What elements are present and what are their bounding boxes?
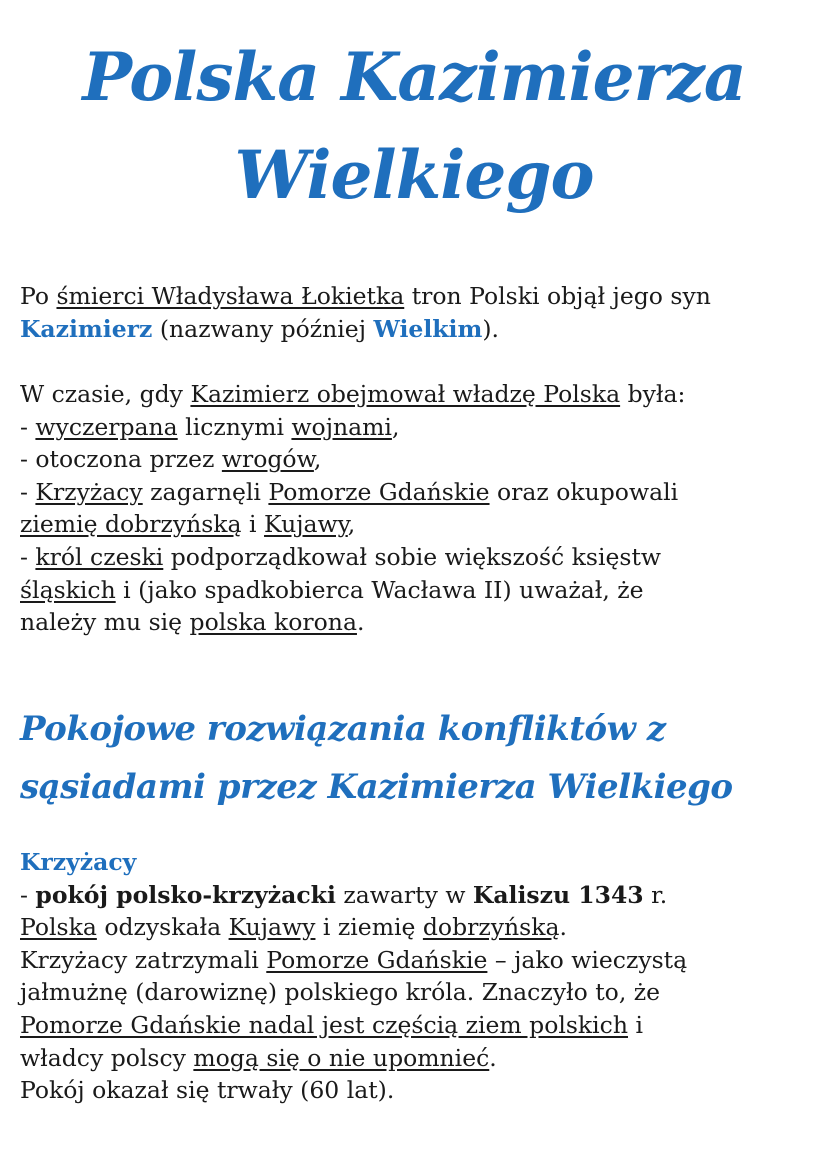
text: , xyxy=(347,510,356,539)
underlined-phrase: wrogów xyxy=(221,445,314,474)
section-heading-line-2: sąsiadami przez Kazimierza Wielkiego xyxy=(20,767,733,807)
text: - xyxy=(20,412,36,441)
section-line-2 xyxy=(20,911,815,944)
state-line-8 xyxy=(20,606,815,639)
text: r. xyxy=(643,880,668,909)
text: - xyxy=(20,477,36,506)
underlined-phrase: wyczerpana xyxy=(35,412,178,441)
text: - otoczona przez xyxy=(20,445,222,474)
text: . xyxy=(559,913,567,942)
underlined-phrase: Kujawy xyxy=(264,510,348,539)
text: Krzyżacy zatrzymali xyxy=(20,945,267,974)
text: należy mu się xyxy=(20,608,190,637)
state-line-3 xyxy=(20,443,815,476)
text: , xyxy=(391,412,400,441)
underlined-phrase: Polska xyxy=(20,913,97,942)
section-heading-line-1: Pokojowe rozwiązania konfliktów z xyxy=(20,709,666,749)
text: zagarnęli xyxy=(142,477,269,506)
highlight-name: Kazimierz xyxy=(20,314,153,343)
text: zawarty w xyxy=(335,880,473,909)
text: W czasie, gdy xyxy=(20,380,191,408)
text: oraz okupowali xyxy=(489,477,679,506)
underlined-phrase: Kazimierz obejmował władzę Polska xyxy=(190,380,621,408)
underlined-phrase: wojnami xyxy=(291,412,392,441)
underlined-phrase: śmierci Władysława Łokietka xyxy=(56,282,405,310)
underlined-phrase: ziemię dobrzyńską xyxy=(20,510,242,539)
text: , xyxy=(313,445,322,474)
text: - xyxy=(20,542,36,571)
text: – jako wieczystą xyxy=(487,945,688,974)
state-line-7 xyxy=(20,574,815,607)
text: i ziemię xyxy=(315,913,423,942)
state-paragraph xyxy=(20,378,815,639)
text: - xyxy=(20,880,36,909)
underlined-phrase: Krzyżacy xyxy=(35,477,143,506)
underlined-phrase: Pomorze Gdańskie xyxy=(268,477,490,506)
state-line-5 xyxy=(20,508,815,541)
section-line-3 xyxy=(20,944,815,977)
text: . xyxy=(356,608,365,637)
highlight-name: Wielkim xyxy=(373,314,483,343)
underlined-phrase: śląskich xyxy=(20,575,116,604)
bold-phrase: Kaliszu 1343 xyxy=(472,880,644,909)
krzyzacy-section xyxy=(20,846,815,1107)
text: władcy polscy xyxy=(20,1043,194,1072)
underlined-phrase: król czeski xyxy=(35,542,164,571)
section-line-5 xyxy=(20,1009,815,1042)
section-line-6 xyxy=(20,1042,815,1075)
state-line-2 xyxy=(20,411,815,444)
section-line-7: Pokój okazał się trwały (60 lat). xyxy=(20,1076,395,1105)
underlined-phrase: dobrzyńską xyxy=(422,913,560,942)
title-line-1: Polska Kazimierza xyxy=(82,38,746,116)
title-line-2: Wielkiego xyxy=(234,136,594,214)
underlined-phrase: polska korona xyxy=(189,608,357,637)
section-heading xyxy=(20,700,810,816)
underlined-phrase: Kujawy xyxy=(228,913,316,942)
intro-line-2 xyxy=(20,313,815,346)
text: i xyxy=(627,1010,643,1039)
page-title xyxy=(0,28,828,224)
intro-text: (nazwany później xyxy=(152,314,374,343)
intro-text: Po xyxy=(20,282,57,310)
text: i (jako spadkobierca Wacława II) uważał, że xyxy=(115,575,644,604)
underlined-phrase: mogą się o nie upomnieć xyxy=(193,1043,490,1072)
subsection-title: Krzyżacy xyxy=(20,848,137,876)
intro-text: ). xyxy=(482,314,499,343)
underlined-phrase: Pomorze Gdańskie nadal jest częścią ziem polskich xyxy=(20,1010,628,1039)
text: . xyxy=(489,1043,497,1072)
intro-paragraph xyxy=(20,280,815,345)
bold-phrase: pokój polsko-krzyżacki xyxy=(35,880,336,909)
text: licznymi xyxy=(177,412,292,441)
state-line-1 xyxy=(20,378,815,411)
section-line-1 xyxy=(20,879,815,912)
text: odzyskała xyxy=(96,913,229,942)
underlined-phrase: Pomorze Gdańskie xyxy=(266,945,488,974)
state-line-6 xyxy=(20,541,815,574)
text: podporządkował sobie większość księstw xyxy=(163,542,662,571)
section-line-4: jałmużnę (darowiznę) polskiego króla. Znaczyło to, że xyxy=(20,978,661,1007)
state-line-4 xyxy=(20,476,815,509)
intro-line-1 xyxy=(20,280,815,313)
intro-text: tron Polski objął jego syn xyxy=(404,282,711,310)
text: była: xyxy=(620,380,686,408)
text: i xyxy=(241,510,265,539)
